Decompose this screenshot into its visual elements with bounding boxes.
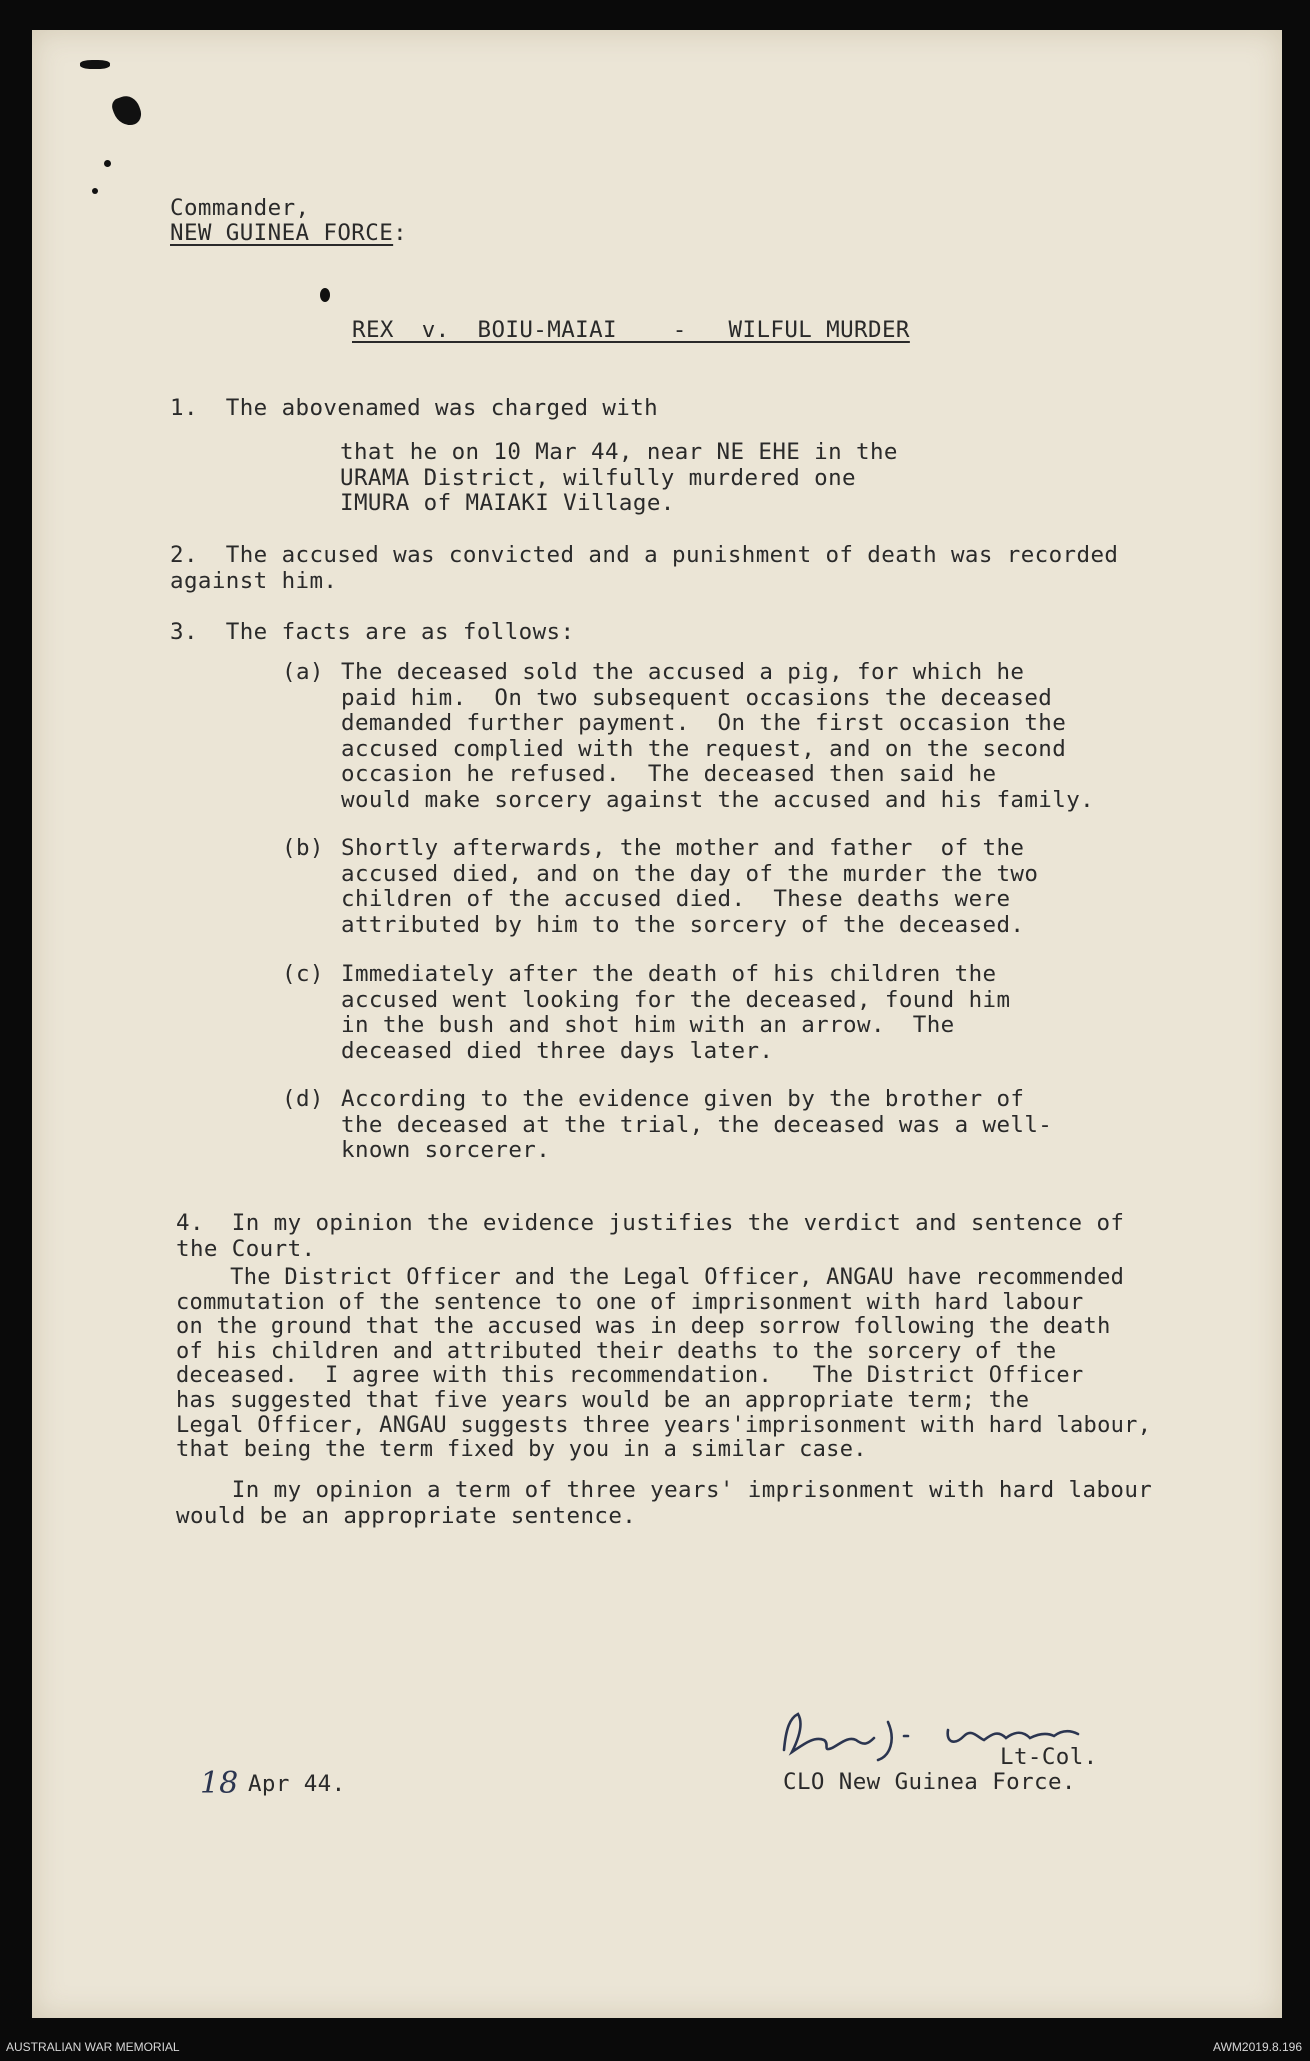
footer-left-credit: AUSTRALIAN WAR MEMORIAL: [6, 2040, 180, 2054]
paragraph-2: 2. The accused was convicted and a punishment of death was recorded against him.: [170, 542, 1119, 594]
punch-hole-mark: [104, 160, 111, 167]
paragraph-4-opening: 4. In my opinion the evidence justifies the verdict and sentence of the Court.: [176, 1210, 1125, 1262]
paragraph-3-lead: 3. The facts are as follows:: [170, 619, 575, 645]
paragraph-1-lead: 1. The abovenamed was charged with: [170, 395, 659, 421]
punch-hole-mark: [110, 92, 145, 129]
punch-hole-mark: [80, 60, 110, 69]
fact-text-a: The deceased sold the accused a pig, for which he paid him. On two subsequent occasions the deceased demanded further payment. On the first occasion the accused complied with the request, and on the second occasion he refused. The deceased then said he would make sorcery against the accused and his family.: [341, 659, 1095, 813]
punch-hole-mark: [92, 188, 98, 194]
fact-text-c: Immediately after the death of his children the accused went looking for the deceased, found him in the bush and shot him with an arrow. The deceased died three days later.: [341, 961, 1011, 1064]
fact-label-c: (c): [282, 961, 324, 987]
addressee-line: Commander,: [170, 195, 310, 221]
paragraph-4-body: The District Officer and the Legal Officer, ANGAU have recommended commutation of the sentence to one of imprisonment with hard labour on the ground that the accused was in deep sorrow following the death of his children and attributed their deaths to the sorcery of the deceased. I agree with this recommendation. The District Officer has suggested that five years would be an appropriate term; the Legal Officer, ANGAU suggests three years'imprisonment with hard labour, that being the term fixed by you in a similar case.: [176, 1265, 1152, 1463]
handwritten-date-day: 18: [200, 1766, 239, 1801]
addressee-unit: [170, 221, 407, 247]
paragraph-1-charge: that he on 10 Mar 44, near NE EHE in the URAMA District, wilfully murdered one IMURA of MAIAKI Village.: [340, 439, 898, 516]
paragraph-4-closing: In my opinion a term of three years' imprisonment with hard labour would be an appropriate sentence.: [176, 1477, 1153, 1529]
fact-text-d: According to the evidence given by the brother of the deceased at the trial, the deceased was a well- known sorcerer.: [341, 1086, 1053, 1163]
addressee-colon: :: [393, 220, 408, 246]
fact-text-b: Shortly afterwards, the mother and father of the accused died, and on the day of the murder the two children of the accused died. These deaths were attributed by him to the sorcery of the deceased.: [341, 835, 1039, 938]
case-title: REX v. BOIU-MAIAI - WILFUL MURDER: [352, 317, 910, 343]
fact-label-a: (a): [282, 659, 324, 685]
footer-right-id: AWM2019.8.196: [1213, 2040, 1302, 2054]
fact-label-b: (b): [282, 835, 324, 861]
signatory-rank: Lt-Col.: [1000, 1744, 1098, 1770]
signatory-position: CLO New Guinea Force.: [783, 1769, 1076, 1795]
fact-label-d: (d): [282, 1086, 324, 1112]
date-line: Apr 44.: [234, 1771, 346, 1797]
addressee-unit-name: NEW GUINEA FORCE: [170, 220, 394, 246]
ink-speck: [320, 288, 330, 302]
